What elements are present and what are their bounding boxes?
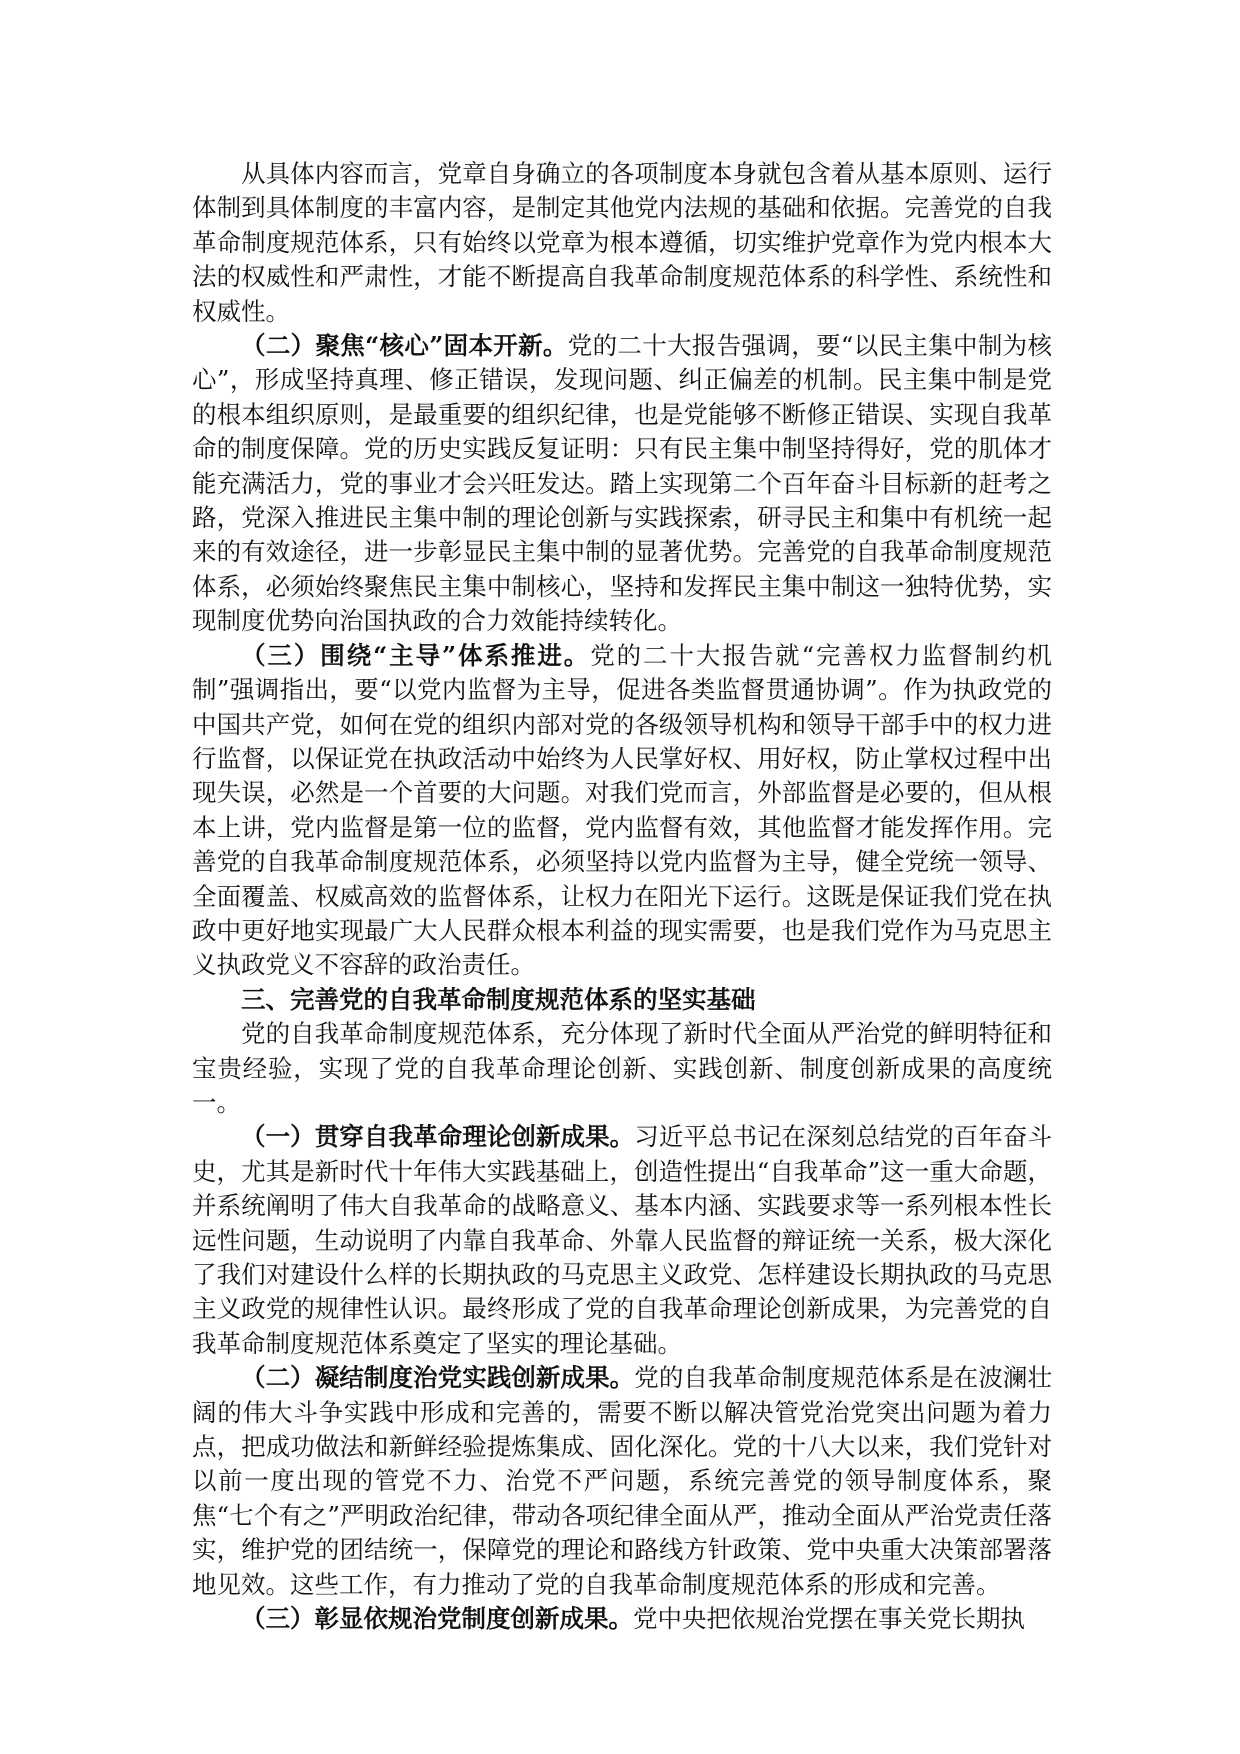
paragraph-lead: （一）贯穿自我革命理论创新成果。: [241, 1122, 635, 1152]
paragraph-lead: （三）彰显依规治党制度创新成果。: [241, 1604, 633, 1634]
section-heading: 三、完善党的自我革命制度规范体系的坚实基础: [241, 984, 756, 1014]
paragraph-7: [192, 1361, 1052, 1602]
document-page: [192, 157, 1052, 1636]
paragraph-3: [192, 639, 1052, 983]
paragraph-text: 党的二十大报告强调，要“以民主集中制为核心”，形成坚持真理、修正错误，发现问题、纠正偏差的机制。民主集中制是党的根本组织原则，是最重要的组织纪律，也是党能够不断修正错误、实现自我革命的制度保障。党的历史实践反复证明：只有民主集中制坚持得好，党的肌体才能充满活力，党的事业才会兴旺发达。踏上实现第二个百年奋斗目标新的赶考之路，党深入推进民主集中制的理论创新与实践探索，研寻民主和集中有机统一起来的有效途径，进一步彰显民主集中制的显著优势。完善党的自我革命制度规范体系，必须始终聚焦民主集中制核心，坚持和发挥民主集中制这一独特优势，实现制度优势向治国执政的合力效能持续转化。: [192, 331, 1052, 636]
paragraph-6: [192, 1120, 1052, 1361]
paragraph-2: [192, 329, 1052, 639]
paragraph-text: 从具体内容而言，党章自身确立的各项制度本身就包含着从基本原则、运行体制到具体制度的丰富内容，是制定其他党内法规的基础和依据。完善党的自我革命制度规范体系，只有始终以党章为根本遵循，切实维护党章作为党内根本大法的权威性和严肃性，才能不断提高自我革命制度规范体系的科学性、系统性和权威性。: [192, 159, 1052, 326]
paragraph-lead: （三）围绕“主导”体系推进。: [241, 640, 591, 670]
paragraph-8: [192, 1602, 1052, 1636]
paragraph-text: 党的自我革命制度规范体系是在波澜壮阔的伟大斗争实践中形成和完善的，需要不断以解决管党治党突出问题为着力点，把成功做法和新鲜经验提炼集成、固化深化。党的十八大以来，我们党针对以前一度出现的管党不力、治党不严问题，系统完善党的领导制度体系，聚焦“七个有之”严明政治纪律，带动各项纪律全面从严，推动全面从严治党责任落实，维护党的团结统一，保障党的理论和路线方针政策、党中央重大决策部署落地见效。这些工作，有力推动了党的自我革命制度规范体系的形成和完善。: [192, 1363, 1052, 1599]
paragraph-lead: （二）凝结制度治党实践创新成果。: [241, 1363, 635, 1393]
paragraph-text: 党中央把依规治党摆在事关党长期执: [633, 1604, 1025, 1634]
paragraph-1: [192, 157, 1052, 329]
paragraph-5: [192, 1017, 1052, 1120]
paragraph-text: 习近平总书记在深刻总结党的百年奋斗史，尤其是新时代十年伟大实践基础上，创造性提出“自我革命”这一重大命题，并系统阐明了伟大自我革命的战略意义、基本内涵、实践要求等一系列根本性长远性问题，生动说明了内靠自我革命、外靠人民监督的辩证统一关系，极大深化了我们对建设什么样的长期执政的马克思主义政党、怎样建设长期执政的马克思主义政党的规律性认识。最终形成了党的自我革命理论创新成果，为完善党的自我革命制度规范体系奠定了坚实的理论基础。: [192, 1122, 1052, 1358]
paragraph-lead: （二）聚焦“核心”固本开新。: [241, 331, 568, 361]
paragraph-text: 党的二十大报告就“完善权力监督制约机制”强调指出，要“以党内监督为主导，促进各类监督贯通协调”。作为执政党的中国共产党，如何在党的组织内部对党的各级领导机构和领导干部手中的权力进行监督，以保证党在执政活动中始终为人民掌好权、用好权，防止掌权过程中出现失误，必然是一个首要的大问题。对我们党而言，外部监督是必要的，但从根本上讲，党内监督是第一位的监督，党内监督有效，其他监督才能发挥作用。完善党的自我革命制度规范体系，必须坚持以党内监督为主导，健全党统一领导、全面覆盖、权威高效的监督体系，让权力在阳光下运行。这既是保证我们党在执政中更好地实现最广大人民群众根本利益的现实需要，也是我们党作为马克思主义执政党义不容辞的政治责任。: [192, 640, 1052, 980]
paragraph-text: 党的自我革命制度规范体系，充分体现了新时代全面从严治党的鲜明特征和宝贵经验，实现了党的自我革命理论创新、实践创新、制度创新成果的高度统一。: [192, 1019, 1052, 1117]
